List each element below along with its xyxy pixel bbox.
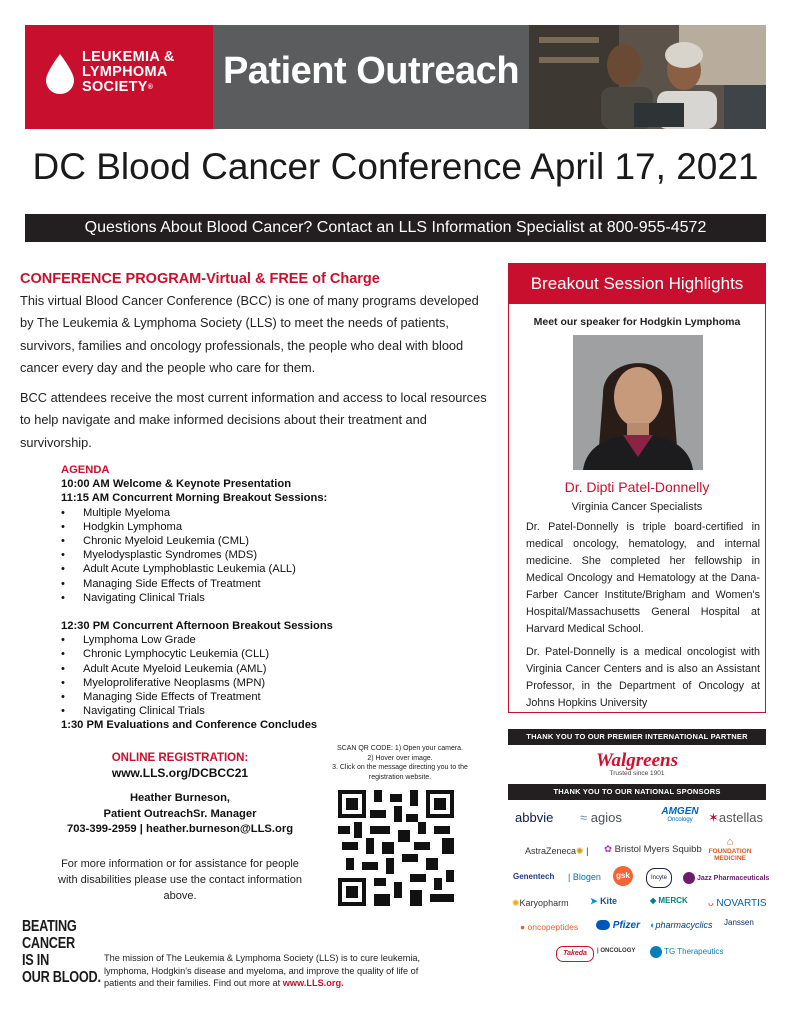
premier-partner-bar: THANK YOU TO OUR PREMIER INTERNATIONAL PARTNER (508, 729, 766, 745)
takeda-logo: Takeda (556, 946, 594, 962)
registration-link[interactable]: www.LLS.org/DCBCC21 (111, 766, 249, 780)
genentech-logo: Genentech (513, 872, 555, 881)
pfizer-logo: Pfizer (596, 920, 640, 931)
attendees-paragraph: BCC attendees receive the most current information and access to local resources to help navigate and make informed decisions about their treatment and survivorship. (20, 390, 487, 450)
speaker-intro: Meet our speaker for Hodgkin Lymphoma (533, 316, 741, 328)
mission-statement: The mission of The Leukemia & Lymphoma Society (LLS) is to cure leukemia, lymphoma, Hodgkin's disease and myeloma, and improve the quality of life of patients and their families. Find out more at www.LLS.org. (104, 953, 421, 988)
couple-photo-illustration (529, 25, 766, 129)
list-item: • Navigating Clinical Trials (61, 591, 461, 605)
takeda-oncology-label: | ONCOLOGY (597, 948, 636, 954)
agenda-label: AGENDA (61, 464, 110, 476)
agios-logo: ≈ agios (580, 810, 622, 825)
contact-block (40, 791, 320, 838)
merck-logo: ◆ MERCK (650, 896, 688, 905)
list-item: • Myeloproliferative Neoplasms (MPN) (61, 676, 461, 690)
speaker-portrait-illustration (573, 335, 703, 470)
qr-code-icon[interactable] (335, 790, 457, 906)
beating-cancer-tagline: BEATING CANCER IS IN OUR BLOOD. (22, 918, 101, 986)
registration-label: ONLINE REGISTRATION: (111, 752, 249, 764)
list-item: • Chronic Lymphocytic Leukemia (CLL) (61, 647, 461, 661)
national-sponsors-bar: THANK YOU TO OUR NATIONAL SPONSORS (508, 784, 766, 800)
walgreens-tagline: Trusted since 1901 (609, 770, 665, 777)
janssen-logo: Janssen (724, 918, 754, 927)
speaker-name: Dr. Dipti Patel-Donnelly (564, 479, 710, 495)
lls-website-link[interactable]: www.LLS.org. (282, 978, 344, 988)
astrazeneca-logo: AstraZeneca✺ | (525, 846, 589, 856)
tg-therapeutics-logo: TG Therapeutics (650, 946, 724, 958)
walgreens-logo: Walgreens (596, 750, 678, 771)
list-item: • Navigating Clinical Trials (61, 704, 461, 718)
page-title: DC Blood Cancer Conference April 17, 2021 (32, 146, 759, 187)
banner-title: Patient Outreach (222, 50, 520, 92)
karyopharm-logo: ✺Karyopharm (512, 898, 569, 908)
agenda-morning-heading: 11:15 AM Concurrent Morning Breakout Sessions: (61, 492, 328, 505)
contact-name: Heather Burneson, (129, 792, 231, 804)
contact-line[interactable]: 703-399-2959 | heather.burneson@LLS.org (66, 823, 294, 835)
incyte-logo: Incyte (646, 868, 672, 888)
agenda (61, 463, 461, 733)
list-item: • Adult Acute Lymphoblastic Leukemia (ALL) (61, 562, 461, 576)
header-photo (529, 25, 766, 129)
agenda-closing: 1:30 PM Evaluations and Conference Concludes (61, 719, 318, 732)
accessibility-info: For more information or for assistance for people with disabilities please use the contact information above. (58, 858, 302, 902)
lls-logo-text: LEUKEMIA & LYMPHOMA SOCIETY® (82, 49, 175, 95)
biogen-logo: | Blogen (568, 872, 601, 882)
novartis-logo: ᴗ NOVARTIS (708, 898, 767, 909)
jazz-pharmaceuticals-logo: Jazz Pharmaceuticals (683, 872, 769, 884)
speaker-bio: Dr. Patel-Donnelly is triple board-certified in medical oncology, hematology, and internal medicine. She completed her fellowship in Medical Oncology and Hematology at the Dana-Farber Cancer Institute/Brigham and Women's Hospital/Massachusetts General Hospital at Harvard Medical School. Dr. Patel-Donnelly is a medical oncologist with Virginia Cancer Centers and is also an Assistant Professor, in the Department of Oncology at Johns Hopkins University (526, 521, 760, 709)
conference-program-heading: CONFERENCE PROGRAM-Virtual & FREE of Charge (20, 271, 380, 287)
abbvie-logo: abbvie (515, 810, 554, 825)
list-item: • Adult Acute Myeloid Leukemia (AML) (61, 662, 461, 676)
contact-bar: Questions About Blood Cancer? Contact an LLS Information Specialist at 800-955-4572 (25, 214, 766, 242)
bristol-myers-squibb-logo: ✿ Bristol Myers Squibb (604, 844, 702, 855)
afternoon-sessions-list (61, 633, 461, 718)
list-item: • Managing Side Effects of Treatment (61, 690, 461, 704)
contact-title: Patient OutreachSr. Manager (103, 807, 257, 820)
oncopeptides-logo: ● oncopeptides (520, 922, 579, 932)
astellas-logo: ✶astellas (708, 810, 763, 825)
list-item: • Hodgkin Lymphoma (61, 520, 461, 534)
gsk-logo: gsk (613, 866, 633, 886)
qr-instructions: SCAN QR CODE: 1) Open your camera. 2) Hover over image. 3. Click on the message directing you to the registration website. (332, 745, 468, 781)
list-item: • Managing Side Effects of Treatment (61, 577, 461, 591)
pharmacyclics-logo: ◐pharmacyclics (650, 920, 713, 930)
agenda-afternoon-heading: 12:30 PM Concurrent Afternoon Breakout Sessions (61, 620, 333, 633)
intro-paragraph: This virtual Blood Cancer Conference (BCC) is one of many programs developed by The Leukemia & Lymphoma Society (LLS) to meet the needs of patients, survivors, families and oncology professionals, the people who deal with blood cancer every day and the people who care for them. (20, 293, 479, 375)
list-item: • Lymphoma Low Grade (61, 633, 461, 647)
list-item: • Multiple Myeloma (61, 506, 461, 520)
list-item: • Chronic Myeloid Leukemia (CML) (61, 534, 461, 548)
blood-drop-icon (46, 54, 74, 94)
agenda-welcome: 10:00 AM Welcome & Keynote Presentation (61, 478, 292, 491)
list-item: • Myelodysplastic Syndromes (MDS) (61, 548, 461, 562)
speaker-portrait (573, 335, 703, 470)
kite-logo: ➤ Kite (590, 896, 618, 906)
breakout-highlights-heading: Breakout Session Highlights (509, 264, 765, 304)
morning-sessions-list (61, 506, 461, 605)
speaker-organization: Virginia Cancer Specialists (571, 501, 703, 513)
foundation-medicine-logo: ⌂ FOUNDATION MEDICINE (708, 836, 752, 862)
amgen-logo: AMGEN Oncology (661, 806, 699, 823)
